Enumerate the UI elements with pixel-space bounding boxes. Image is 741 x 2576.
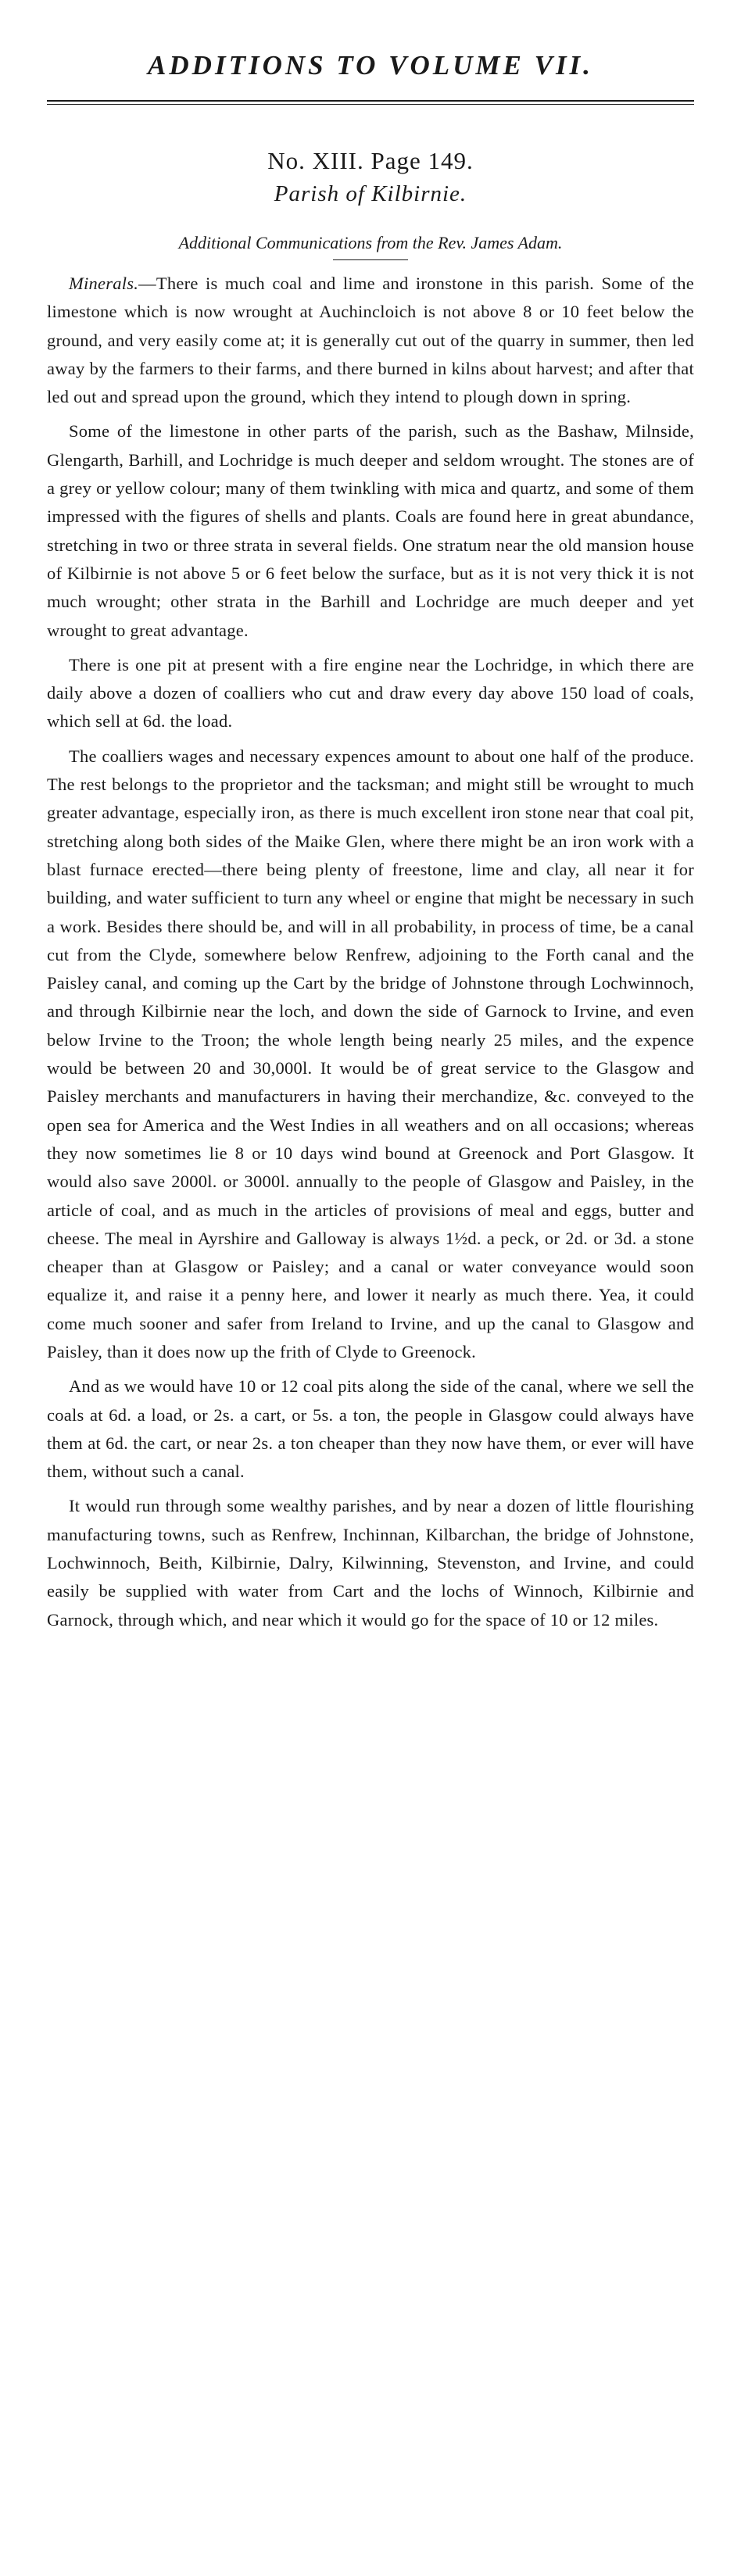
paragraph-text: The coalliers wages and necessary expences amount to about one half of the produce. The rest belongs to the proprietor and the tacksman; and might still be wrought to much greater advantage, especially iron, as there is much excellent iron stone near that coal pit, stretching along both sides of the Maike Glen, where there might be an iron work with a blast furnace erected—there being plenty of freestone, lime and clay, all near it for building, and water sufficient to turn any wheel or engine that might be necessary in such a work. Besides there should be, and will in all probability, in process of time, be a canal cut from the Clyde, somewhere below Renfrew, adjoining to the Forth canal and the Paisley canal, and coming up the Cart by the bridge of Johnstone through Lochwinnoch, and through Kilbirnie near the loch, and down the side of Garnock to Irvine, and even below Irvine to the Troon; the whole length being nearly 25 miles, and the expence would be between 20 and 30,000l. It would be of great service to the Glasgow and Paisley merchants and manufacturers in having their merchandize, &c. conveyed to the open sea for America and the West Indies in all weathers and on all occasions; whereas they now sometimes lie 8 or 10 days wind bound at Greenock and Port Glasgow. It would also save 2000l. or 3000l. annually to the people of Glasgow and Paisley, in the article of coal, and as much in the articles of provisions of meal and eggs, butter and cheese. The meal in Ayrshire and Galloway is always 1½d. a peck, or 2d. or 3d. a stone cheaper than at Glasgow or Paisley; and a canal or water conveyance would soon equalize it, and raise it a penny here, and lower it nearly as much there. Yea, it could come much sooner and safer from Ireland to Irvine, and up the canal to Glasgow and Paisley, than it does now up the frith of Clyde to Greenock.: [47, 746, 694, 1361]
parish-title: Parish of Kilbirnie.: [274, 181, 467, 206]
section-number: No. XIII. Page 149.: [267, 147, 474, 174]
body-text: [47, 270, 694, 1634]
paragraph-text: Some of the limestone in other parts of the parish, such as the Bashaw, Milnside, Glengarth, Barhill, and Lochridge is much deeper and seldom wrought. The stones are of a grey or yellow colour; many of them twinkling with mica and quartz, and some of them impressed with the figures of shells and plants. Coals are found here in great abundance, stretching in two or three strata in several fields. One stratum near the old mansion house of Kilbirnie is not above 5 or 6 feet below the surface, but as it is not very thick it is not much wrought; other strata in the Barhill and Lochridge are much deeper and yet wrought to great advantage.: [47, 421, 694, 640]
running-head: ADDITIONS TO VOLUME VII.: [148, 50, 593, 80]
attribution-rule: [333, 259, 408, 260]
paragraph-text: It would run through some wealthy parishes, and by near a dozen of little flourishing manufacturing towns, such as Renfrew, Inchinnan, Kilbarchan, the bridge of Johnstone, Lochwinnoch, Beith, Kilbirnie, Dalry, Kilwinning, Stevenston, and Irvine, and could easily be supplied with water from Cart and the lochs of Winnoch, Kilbirnie and Garnock, through which, and near which it would go for the space of 10 or 12 miles.: [47, 1496, 694, 1630]
paragraph-text: And as we would have 10 or 12 coal pits along the side of the canal, where we sell the coals at 6d. a load, or 2s. a cart, or 5s. a ton, the people in Glasgow could always have them at 6d. the cart, or near 2s. a ton cheaper than they now have them, or ever will have them, without such a canal.: [47, 1376, 694, 1482]
paragraph-fire-engine-pit: [47, 651, 694, 736]
paragraph-canal-proposal: [47, 742, 694, 1367]
paragraph-text: —There is much coal and lime and ironstone in this parish. Some of the limestone which is now wrought at Auchincloich is not above 8 or 10 feet below the ground, and very easily come at; it is generally cut out of the quarry in summer, then led away by the farmers to their farms, and there burned in kilns about harvest; and after that led out and spread upon the ground, which they intend to plough down in spring.: [47, 274, 694, 407]
paragraph-text: There is one pit at present with a fire engine near the Lochridge, in which there are daily above a dozen of coalliers who cut and draw every day above 150 load of coals, which sell at 6d. the load.: [47, 654, 694, 732]
paragraph-coal-pits: [47, 1372, 694, 1486]
paragraph-manufacturing-towns: [47, 1492, 694, 1633]
header-rule-thin: [47, 104, 694, 105]
paragraph-limestone: [47, 417, 694, 644]
header-rule: [47, 100, 694, 102]
paragraph-minerals: [47, 270, 694, 411]
attribution-line: Additional Communications from the Rev. James Adam.: [178, 233, 563, 252]
paragraph-lead-in: Minerals.: [69, 274, 139, 293]
